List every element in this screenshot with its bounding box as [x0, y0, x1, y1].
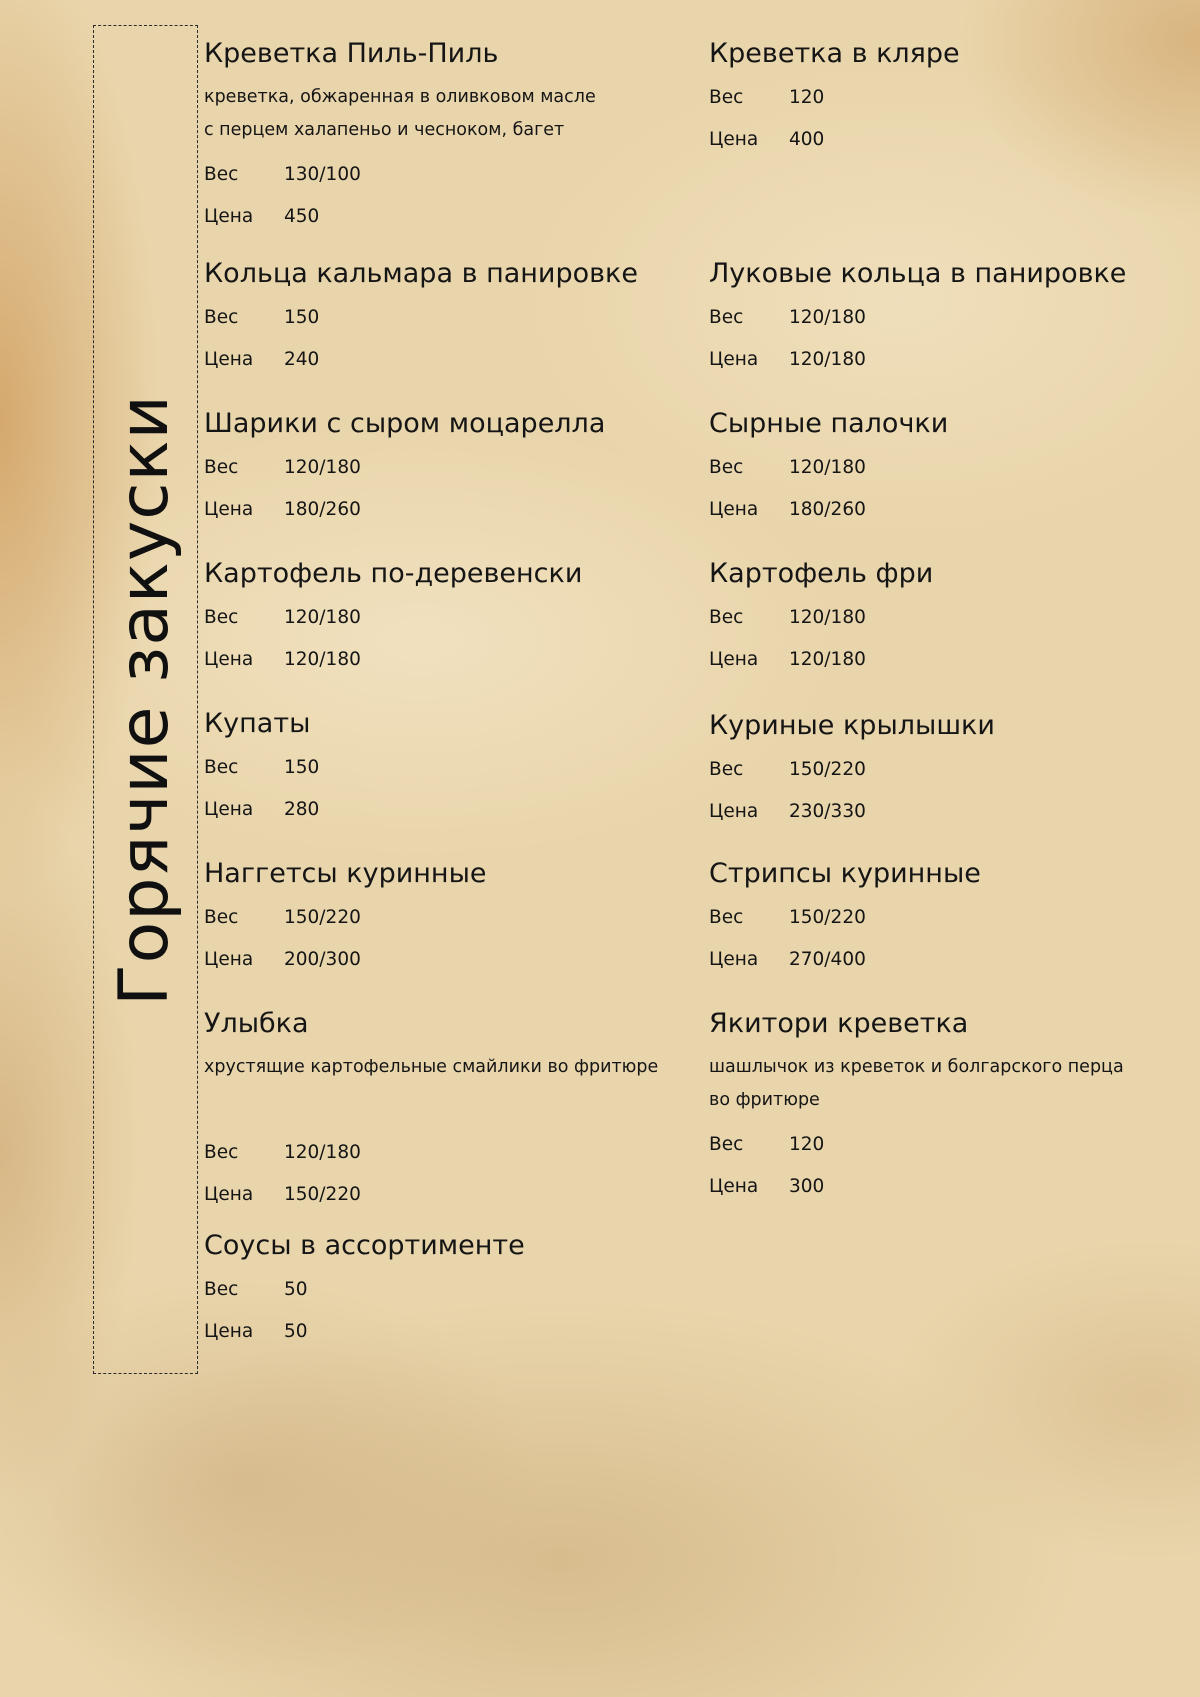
menu-item-details [709, 597, 933, 680]
price-value: 270/400 [789, 948, 866, 970]
price-value: 450 [284, 205, 320, 227]
weight-row [709, 447, 948, 489]
menu-item-name: Креветка Пиль-Пиль [204, 38, 499, 69]
weight-label: Вес [204, 1279, 239, 1300]
menu-item [204, 558, 582, 680]
price-label: Цена [204, 798, 254, 820]
weight-row [709, 77, 960, 119]
menu-item [709, 38, 960, 160]
price-value: 240 [284, 348, 320, 370]
weight-label: Вес [204, 607, 239, 628]
weight-row [709, 297, 1126, 339]
price-label: Цена [204, 348, 254, 370]
weight-row [204, 154, 596, 196]
price-label: Цена [204, 205, 254, 227]
menu-item-details [204, 1269, 525, 1352]
menu-item-name: Наггетсы куринные [204, 858, 487, 889]
menu-item [204, 858, 487, 980]
menu-item-details [204, 1132, 658, 1215]
price-row [709, 1166, 1124, 1208]
menu-item-name: Куриные крылышки [709, 710, 995, 741]
weight-row [709, 597, 933, 639]
weight-row [204, 1132, 658, 1174]
description-line: хрустящие картофельные смайлики во фритюре [204, 1057, 659, 1077]
price-value: 120/180 [284, 648, 361, 670]
price-label: Цена [204, 648, 254, 670]
menu-item-details [709, 297, 1126, 380]
menu-item-name: Соусы в ассортименте [204, 1230, 525, 1261]
menu-item-details [204, 597, 582, 680]
price-value: 120/180 [789, 648, 866, 670]
price-row [204, 196, 596, 238]
price-label: Цена [709, 648, 759, 670]
menu-item-details [204, 297, 638, 380]
weight-label: Вес [709, 457, 744, 478]
menu-item [709, 1008, 1124, 1207]
weight-row [204, 897, 487, 939]
menu-item [709, 258, 1126, 380]
description-line: с перцем халапеньо и чесноком, багет [204, 120, 565, 140]
menu-item-name: Купаты [204, 708, 311, 739]
price-label: Цена [709, 800, 759, 822]
weight-value: 120/180 [284, 457, 361, 478]
menu-item-name: Сырные палочки [709, 408, 949, 439]
weight-row [709, 897, 981, 939]
menu-item-details [204, 897, 487, 980]
menu-item-name: Стрипсы куринные [709, 858, 981, 889]
menu-item-details [709, 447, 948, 530]
menu-item-details [204, 747, 319, 830]
price-label: Цена [204, 1320, 254, 1342]
menu-item [204, 408, 605, 530]
weight-value: 50 [284, 1279, 308, 1300]
weight-value: 130/100 [284, 164, 361, 185]
menu-item-name: Кольца кальмара в панировке [204, 258, 638, 289]
price-value: 200/300 [284, 948, 361, 970]
weight-label: Вес [709, 87, 744, 108]
price-row [204, 1311, 525, 1353]
price-label: Цена [709, 128, 759, 150]
description-line: во фритюре [709, 1090, 820, 1110]
section-title: Горячие закуски [105, 394, 184, 1006]
price-row [204, 939, 487, 981]
price-row [709, 489, 948, 531]
price-row [204, 489, 605, 531]
price-row [709, 939, 981, 981]
weight-value: 150/220 [789, 907, 866, 928]
weight-label: Вес [709, 759, 744, 780]
weight-label: Вес [709, 307, 744, 328]
price-value: 400 [789, 128, 825, 150]
menu-item-details [709, 1124, 1124, 1207]
weight-row [709, 1124, 1124, 1166]
price-label: Цена [709, 498, 759, 520]
menu-item [709, 558, 933, 680]
menu-item-details [709, 897, 981, 980]
weight-label: Вес [709, 907, 744, 928]
menu-item-name: Картофель фри [709, 558, 934, 589]
weight-label: Вес [204, 757, 239, 778]
price-row [204, 639, 582, 681]
menu-item-name: Картофель по-деревенски [204, 558, 583, 589]
price-label: Цена [709, 348, 759, 370]
weight-value: 120/180 [789, 307, 866, 328]
price-row [709, 639, 933, 681]
weight-value: 120/180 [789, 607, 866, 628]
price-row [204, 789, 319, 831]
weight-row [204, 597, 582, 639]
weight-value: 120 [789, 1134, 825, 1155]
menu-item [204, 708, 319, 830]
price-label: Цена [204, 498, 254, 520]
weight-value: 150 [284, 307, 320, 328]
weight-value: 150 [284, 757, 320, 778]
description-line: шашлычок из креветок и болгарского перца [709, 1057, 1124, 1077]
price-row [709, 339, 1126, 381]
weight-value: 120 [789, 87, 825, 108]
weight-row [709, 749, 995, 791]
weight-label: Вес [204, 1142, 239, 1163]
menu-item-details [709, 77, 960, 160]
price-row [709, 119, 960, 161]
weight-label: Вес [709, 607, 744, 628]
menu-item-name: Луковые кольца в панировке [709, 258, 1127, 289]
menu-item [204, 1230, 525, 1352]
price-value: 300 [789, 1175, 825, 1197]
weight-row [204, 1269, 525, 1311]
weight-value: 120/180 [284, 607, 361, 628]
weight-row [204, 297, 638, 339]
menu-item-name: Шарики с сыром моцарелла [204, 408, 606, 439]
weight-label: Вес [204, 307, 239, 328]
menu-item [709, 408, 948, 530]
weight-value: 150/220 [284, 907, 361, 928]
price-label: Цена [204, 948, 254, 970]
weight-label: Вес [204, 457, 239, 478]
menu-item [709, 858, 981, 980]
weight-row [204, 447, 605, 489]
price-label: Цена [709, 948, 759, 970]
menu-item [709, 710, 995, 832]
description-line: креветка, обжаренная в оливковом масле [204, 87, 596, 107]
price-value: 230/330 [789, 800, 866, 822]
menu-item-description [204, 1051, 658, 1084]
menu-item-details [709, 749, 995, 832]
menu-item-details [204, 447, 605, 530]
menu-item [204, 258, 638, 380]
price-label: Цена [709, 1175, 759, 1197]
menu-item-name: Улыбка [204, 1008, 309, 1039]
price-value: 280 [284, 798, 320, 820]
price-value: 150/220 [284, 1183, 361, 1205]
weight-value: 150/220 [789, 759, 866, 780]
menu-item [204, 1008, 658, 1215]
menu-item-description [709, 1051, 1124, 1117]
price-row [204, 339, 638, 381]
price-value: 120/180 [789, 348, 866, 370]
weight-label: Вес [204, 164, 239, 185]
menu-item-name: Якитори креветка [709, 1008, 969, 1039]
menu-item-name: Креветка в кляре [709, 38, 960, 69]
price-value: 50 [284, 1320, 308, 1342]
weight-label: Вес [709, 1134, 744, 1155]
weight-label: Вес [204, 907, 239, 928]
menu-item-description [204, 81, 596, 147]
weight-value: 120/180 [789, 457, 866, 478]
menu-item-details [204, 154, 596, 237]
price-value: 180/260 [789, 498, 866, 520]
weight-row [204, 747, 319, 789]
price-row [709, 791, 995, 833]
weight-value: 120/180 [284, 1142, 361, 1163]
price-row [204, 1174, 658, 1216]
price-value: 180/260 [284, 498, 361, 520]
price-label: Цена [204, 1183, 254, 1205]
menu-item [204, 38, 596, 237]
